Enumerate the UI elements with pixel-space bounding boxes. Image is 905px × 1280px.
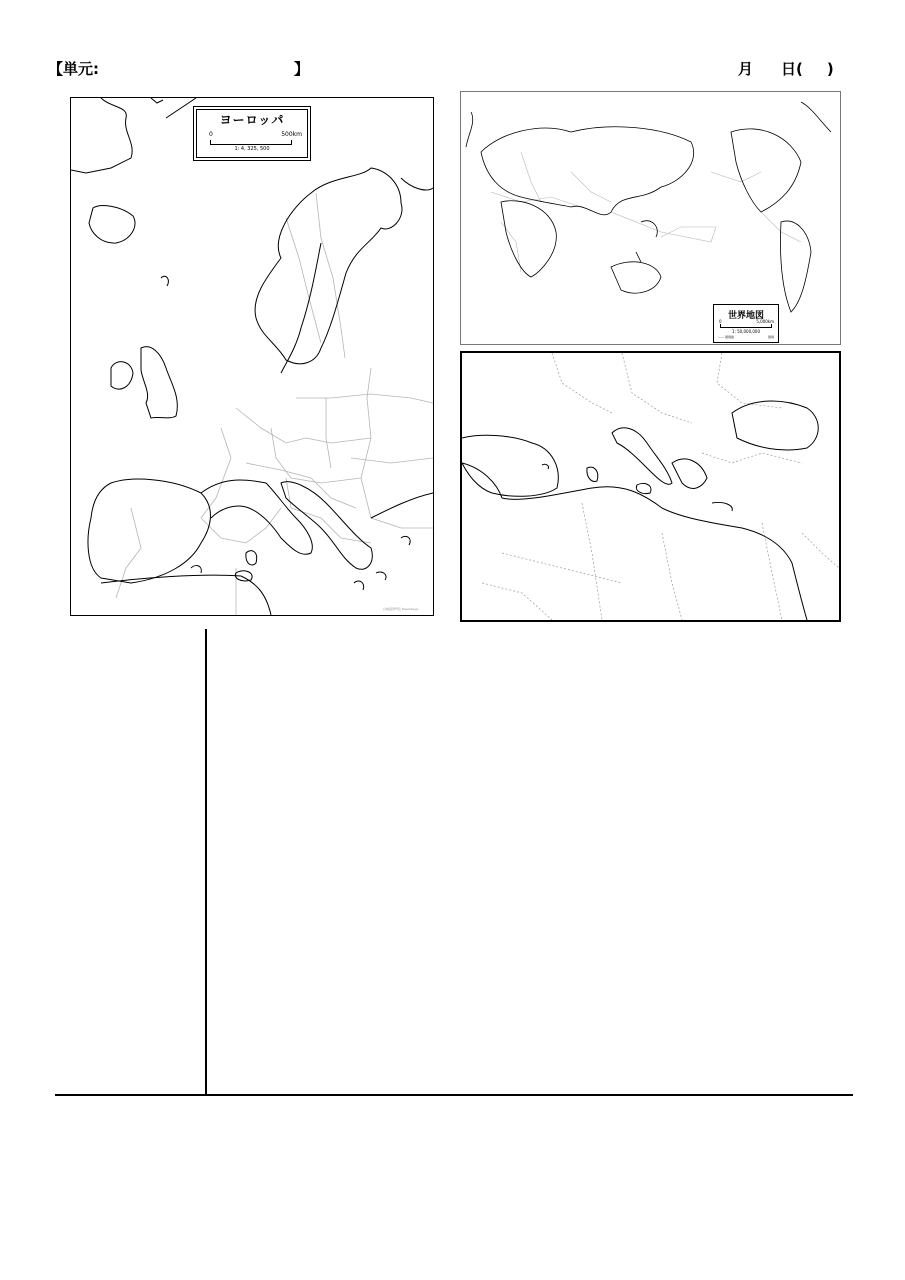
world-map-drawing bbox=[461, 92, 840, 344]
day-label: 日( bbox=[781, 60, 803, 78]
date-header bbox=[738, 58, 834, 82]
weekday-paren-close: ) bbox=[826, 60, 834, 78]
map-credit: 白地図専門店 freemap.jp bbox=[383, 607, 419, 611]
europe-map bbox=[70, 97, 434, 616]
world-scale-ratio: 1: 50,000,000 bbox=[731, 329, 761, 334]
unit-bracket-close: 】 bbox=[294, 60, 310, 78]
europe-map-legend bbox=[193, 106, 311, 161]
europe-map-drawing bbox=[71, 98, 433, 615]
scale-ratio: 1: 4, 325, 500 bbox=[234, 146, 270, 152]
unit-label: 【単元: bbox=[48, 60, 99, 78]
scale-max-label: 500km bbox=[281, 131, 302, 138]
mediterranean-map bbox=[460, 351, 841, 622]
note-column-divider bbox=[205, 629, 207, 1095]
mediterranean-map-drawing bbox=[462, 353, 839, 620]
world-legend-note-left: —— 国境線 bbox=[718, 335, 734, 339]
world-legend-note bbox=[718, 335, 774, 339]
note-bottom-rule bbox=[55, 1094, 853, 1096]
world-map bbox=[460, 91, 841, 345]
world-scale-min: 0 bbox=[719, 319, 722, 324]
scale-min-label: 0 bbox=[209, 131, 213, 138]
world-scale-bar bbox=[720, 324, 772, 328]
world-legend-note-right: 国境 bbox=[767, 335, 774, 339]
unit-header bbox=[48, 58, 310, 82]
world-map-legend bbox=[713, 304, 779, 343]
europe-map-title: ヨーロッパ bbox=[219, 113, 285, 127]
scale-bar bbox=[210, 140, 292, 145]
world-scale-max: 5,000km bbox=[756, 319, 774, 324]
month-label: 月 bbox=[738, 60, 754, 78]
world-map-title: 世界地図 bbox=[727, 311, 764, 321]
